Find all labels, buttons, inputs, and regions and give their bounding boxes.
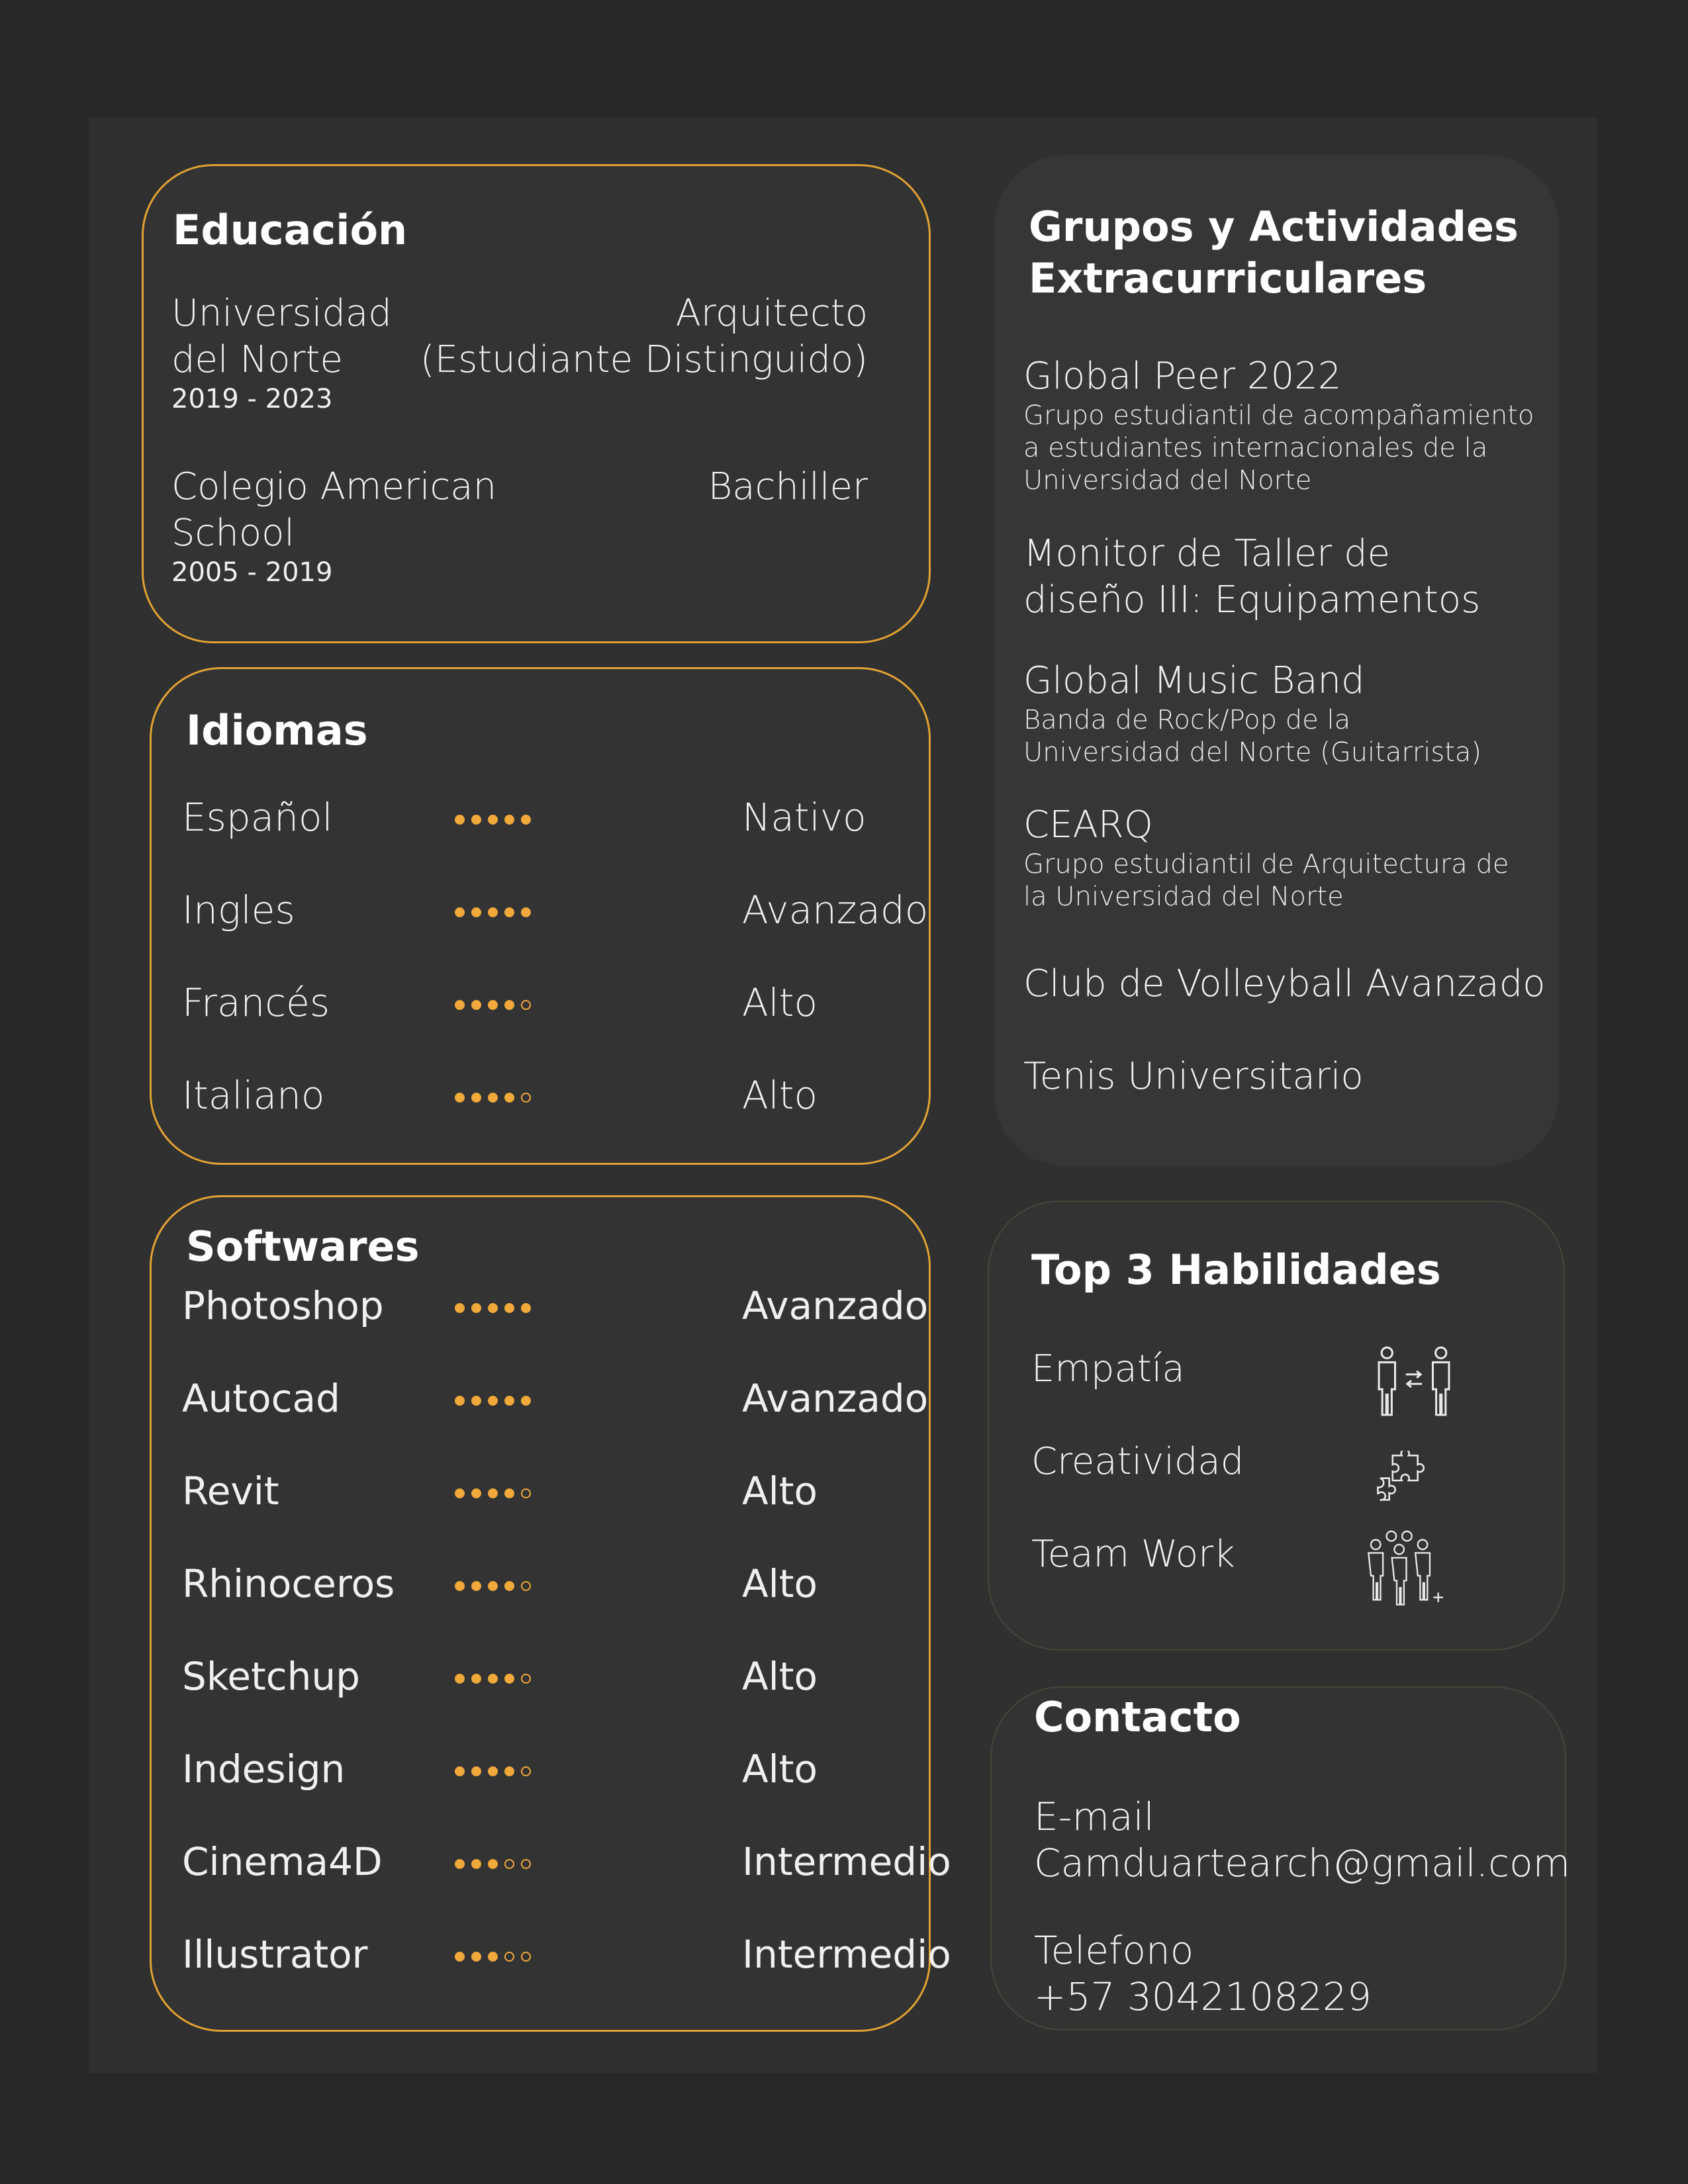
rating-dots [455,815,531,825]
item-level: Intermedio [742,1932,951,1977]
rating-dot-empty [521,1581,531,1591]
item-level: Alto [742,1747,818,1792]
rating-dot-filled [504,815,514,825]
rating-dot-filled [471,815,481,825]
rating-dot-filled [455,1581,465,1591]
rating-dot-filled [471,1396,481,1406]
rating-dot-filled [455,907,465,917]
phone-label: Telefono [1034,1928,1194,1973]
item-level: Alto [742,980,818,1025]
rating-dot-filled [455,1674,465,1684]
email-value[interactable]: Camduartearch@gmail.com [1034,1841,1571,1886]
item-name: Sketchup [182,1654,360,1699]
activity-item: CEARQ Grupo estudiantil de Arquitectura de la Universidad del Norte [1023,803,1509,912]
rating-dots [455,1766,531,1776]
softwares-card [150,1195,951,2032]
rating-dot-filled [471,1000,481,1010]
education-years: 2005 - 2019 [171,557,333,588]
skills-card [988,1201,1565,1651]
education-card [142,164,931,643]
team-icon [1361,1530,1446,1608]
rating-dot-filled [488,1303,498,1313]
rating-dot-filled [488,1396,498,1406]
rating-dot-filled [471,1952,481,1962]
rating-dot-filled [488,1859,498,1869]
rating-dot-filled [504,1396,514,1406]
rating-dot-filled [504,1093,514,1103]
puzzle-icon [1376,1451,1432,1502]
rating-dot-empty [504,1952,514,1962]
rating-dot-empty [521,1952,531,1962]
rating-dot-empty [521,1859,531,1869]
languages-title: Idiomas [186,706,368,754]
item-name: Autocad [182,1376,340,1421]
rating-dot-filled [521,1303,531,1313]
item-level: Alto [742,1561,818,1606]
item-level: Avanzado [742,1283,929,1328]
rating-dot-filled [504,1303,514,1313]
contact-title: Contacto [1034,1693,1241,1741]
item-name: Cinema4D [182,1839,383,1884]
rating-dot-filled [471,1303,481,1313]
rating-dots [455,1093,531,1103]
rating-dot-filled [455,1093,465,1103]
rating-dot-filled [471,1766,481,1776]
rating-dot-filled [521,1396,531,1406]
languages-card [150,667,931,1165]
rating-dot-empty [521,1766,531,1776]
rating-dot-filled [471,1581,481,1591]
education-institution: Universidad del Norte [171,292,392,381]
rating-dot-filled [488,1952,498,1962]
education-institution: Colegio American School [171,465,497,555]
rating-dot-filled [455,1859,465,1869]
rating-dot-filled [504,1674,514,1684]
rating-dots [455,1396,531,1406]
rating-dot-filled [488,1488,498,1498]
rating-dots [455,1303,531,1313]
rating-dot-filled [488,907,498,917]
item-level: Intermedio [742,1839,951,1884]
email-label: E-mail [1034,1794,1154,1839]
rating-dot-filled [488,1093,498,1103]
item-level: Avanzado [742,887,929,933]
rating-dot-filled [504,907,514,917]
softwares-title: Softwares [186,1222,420,1271]
rating-dots [455,1859,531,1869]
rating-dots [455,1581,531,1591]
rating-dot-filled [504,1581,514,1591]
item-level: Alto [742,1469,818,1514]
skill-creativity: Creatividad [1031,1440,1244,1483]
rating-dot-filled [455,1396,465,1406]
item-level: Alto [742,1654,818,1699]
rating-dot-filled [488,1000,498,1010]
extracurricular-card [994,155,1558,1166]
activity-item: Tenis Universitario [1023,1055,1364,1098]
rating-dots [455,1488,531,1498]
rating-dot-filled [488,1674,498,1684]
resume-page [89,118,1598,2073]
activity-item: Club de Volleyball Avanzado [1023,962,1546,1005]
rating-dot-filled [504,1488,514,1498]
rating-dot-filled [471,1674,481,1684]
item-name: Revit [182,1469,279,1514]
item-level: Nativo [742,795,867,840]
education-title: Educación [173,206,408,254]
skill-empathy: Empatía [1031,1347,1185,1390]
education-degree: Bachiller [708,465,868,508]
education-years: 2019 - 2023 [171,384,333,414]
activity-item: Monitor de Taller de diseño III: Equipamentos [1023,532,1481,621]
rating-dot-empty [521,1674,531,1684]
phone-value[interactable]: +57 3042108229 [1034,1974,1372,2019]
rating-dots [455,907,531,917]
rating-dot-filled [455,1000,465,1010]
rating-dot-empty [521,1000,531,1010]
rating-dot-filled [455,1952,465,1962]
empathy-icon [1373,1346,1455,1420]
rating-dot-filled [521,907,531,917]
item-name: Francés [182,980,330,1025]
rating-dot-filled [471,1488,481,1498]
item-name: Illustrator [182,1932,368,1977]
item-name: Italiano [182,1073,325,1118]
item-name: Photoshop [182,1283,384,1328]
rating-dot-filled [521,815,531,825]
rating-dot-filled [504,1766,514,1776]
skills-title: Top 3 Habilidades [1031,1246,1441,1294]
rating-dot-empty [504,1859,514,1869]
rating-dot-filled [488,1581,498,1591]
item-level: Alto [742,1073,818,1118]
item-name: Ingles [182,887,295,933]
item-level: Avanzado [742,1376,929,1421]
activity-item: Global Peer 2022 Grupo estudiantil de acompañamiento a estudiantes internacionales de la Universidad del Norte [1023,355,1534,496]
rating-dot-filled [455,1766,465,1776]
education-degree: Arquitecto (Estudiante Distinguido) [420,292,868,381]
extracurricular-title: Grupos y Actividades Extracurriculares [1029,203,1519,302]
rating-dot-filled [455,1303,465,1313]
item-name: Indesign [182,1747,346,1792]
activity-item: Global Music Band Banda de Rock/Pop de la Universidad del Norte (Guitarrista) [1023,659,1482,768]
item-name: Español [182,795,333,840]
rating-dot-empty [521,1488,531,1498]
rating-dot-empty [521,1093,531,1103]
rating-dot-filled [455,1488,465,1498]
rating-dot-filled [488,1766,498,1776]
skill-teamwork: Team Work [1031,1533,1235,1576]
rating-dots [455,1000,531,1010]
rating-dot-filled [471,1093,481,1103]
rating-dot-filled [455,815,465,825]
rating-dots [455,1674,531,1684]
rating-dot-filled [471,907,481,917]
rating-dot-filled [488,815,498,825]
rating-dots [455,1952,531,1962]
rating-dot-filled [504,1000,514,1010]
rating-dot-filled [471,1859,481,1869]
contact-card [990,1686,1571,2030]
item-name: Rhinoceros [182,1561,395,1606]
